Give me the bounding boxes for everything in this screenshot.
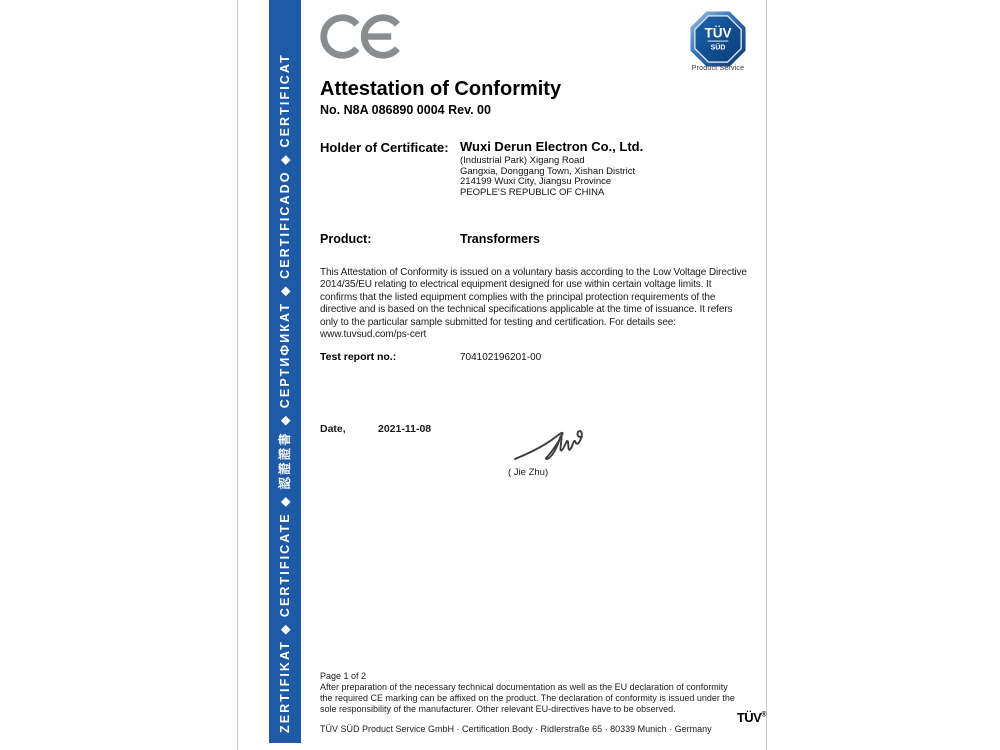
holder-name: Wuxi Derun Electron Co., Ltd. xyxy=(460,139,644,154)
certificate-band-text: ZERTIFIKAT ◆ CERTIFICATE ◆ 認證證書 ◆ СЕРТИФИКАТ ◆ CERTIFICADO ◆ CERTIFICAT xyxy=(278,53,292,733)
holder-address-line: 214199 Wuxi City, Jiangsu Province xyxy=(460,176,612,187)
svg-text:SÜD: SÜD xyxy=(710,44,726,52)
date-value: 2021-11-08 xyxy=(378,423,432,435)
page-border-right xyxy=(766,0,767,750)
ce-mark-icon xyxy=(320,14,410,64)
footer-note: After preparation of the necessary technical documentation as well as the EU declaration of conformity the required CE marking can be affixed on the product. The declaration of conformity is issued under the sole responsibility of the manufacturer. Other relevant EU-directives have to be observed. xyxy=(320,682,735,714)
date-label: Date, xyxy=(320,423,346,435)
page-border-left xyxy=(237,0,238,750)
holder-address-line: (Industrial Park) Xigang Road xyxy=(460,155,585,166)
tuv-logo-caption: Product Service xyxy=(691,65,745,72)
conformity-statement: This Attestation of Conformity is issued on a voluntary basis according to the Low Voltage Directive 2014/35/EU relating to electrical equipment designed for use within certain voltage limits. It confirms that the listed equipment complies with the principal protection requirements of the directive and is based on the technical specifications applicable at the time of issuance. It refers only to the particular sample submitted for testing and certification. For details see: www.tuvsud.com/ps-cert xyxy=(320,267,747,341)
signatory-name: ( Jie Zhu) xyxy=(508,467,549,478)
registered-symbol: ® xyxy=(761,711,766,719)
test-report-label: Test report no.: xyxy=(320,351,397,363)
holder-address-line: PEOPLE'S REPUBLIC OF CHINA xyxy=(460,186,605,198)
svg-text:TÜV: TÜV xyxy=(704,25,732,41)
tuv-wordmark-text: TÜV xyxy=(736,710,762,725)
product-label: Product: xyxy=(320,232,372,246)
page-title: Attestation of Conformity xyxy=(320,78,562,100)
test-report-value: 704102196201-00 xyxy=(460,352,542,363)
certificate-number: No. N8A 086890 0004 Rev. 00 xyxy=(320,103,491,117)
tuv-wordmark xyxy=(720,710,766,725)
tuv-sud-logo-icon xyxy=(690,11,746,72)
holder-address-line: Gangxia, Donggang Town, Xishan District xyxy=(460,165,636,177)
product-value: Transformers xyxy=(460,232,540,246)
footer-page-number: Page 1 of 2 xyxy=(320,671,367,681)
footer-company-line: TÜV SÜD Product Service GmbH · Certification Body · Ridlerstraße 65 · 80339 Munich · Germany xyxy=(320,724,712,734)
holder-label: Holder of Certificate: xyxy=(320,140,449,155)
signature-jie-zhu xyxy=(513,423,593,472)
